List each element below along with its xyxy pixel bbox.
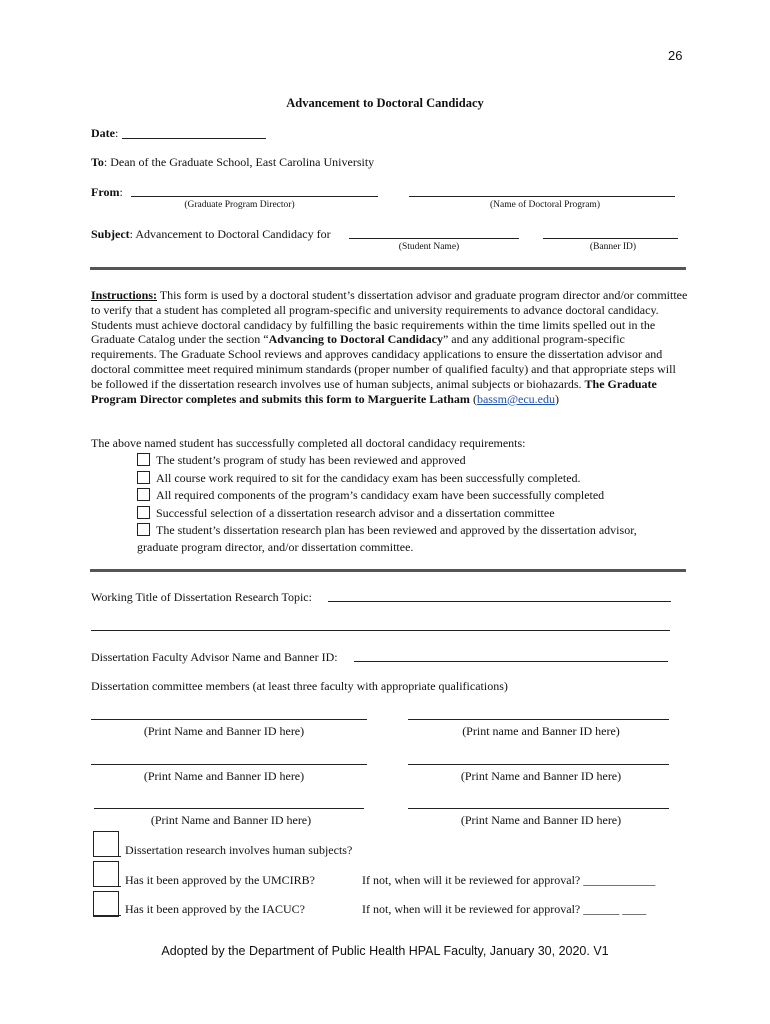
committee-caption-1: (Print Name and Banner ID here): [143, 724, 305, 738]
requirement-item: [137, 522, 637, 540]
umcirb-followup: If not, when will it be reviewed for approval? ____________: [362, 873, 656, 887]
footer-note: Adopted by the Department of Public Health HPAL Faculty, January 30, 2020. V1: [161, 944, 609, 958]
human-subjects-checkbox[interactable]: [93, 831, 119, 857]
working-title-field-2[interactable]: [91, 630, 670, 631]
email-open: (: [469, 391, 477, 406]
to-label: To: [91, 155, 104, 169]
committee-member-2-field[interactable]: [408, 719, 669, 720]
iacuc-checkbox[interactable]: [93, 891, 119, 917]
student-name-caption: (Student Name): [398, 242, 460, 252]
date-field[interactable]: [122, 138, 266, 139]
requirement-continuation: graduate program director, and/or dissertation committee.: [137, 540, 414, 554]
requirements-list: [137, 452, 637, 540]
requirements-intro: The above named student has successfully completed all doctoral candidacy requirements:: [91, 436, 526, 450]
student-name-field[interactable]: [349, 238, 519, 239]
umcirb-checkbox[interactable]: [93, 861, 119, 887]
requirement-item: [137, 470, 637, 488]
section-divider: [90, 267, 686, 270]
doctoral-program-caption: (Name of Doctoral Program): [489, 200, 600, 210]
requirement-label: Successful selection of a dissertation research advisor and a dissertation committee: [156, 505, 555, 520]
committee-member-3-field[interactable]: [91, 764, 367, 765]
requirement-label: The student’s dissertation research plan has been reviewed and approved by the dissertation advisor,: [156, 523, 637, 537]
committee-member-6-field[interactable]: [408, 808, 669, 809]
iacuc-question: Has it been approved by the IACUC?: [125, 902, 305, 916]
subject-label: Subject: [91, 227, 130, 241]
checkbox[interactable]: [137, 506, 150, 519]
umcirb-answer-line: [93, 886, 121, 887]
requirement-label: All course work required to sit for the candidacy exam has been successfully completed.: [156, 470, 581, 485]
instructions-emphasis: Advancing to Doctoral Candidacy: [268, 332, 443, 347]
requirement-item: [137, 452, 637, 470]
committee-caption-3: (Print Name and Banner ID here): [143, 769, 305, 783]
program-director-caption: (Graduate Program Director): [184, 200, 295, 210]
from-row: From:: [91, 185, 123, 199]
committee-member-4-field[interactable]: [408, 764, 669, 765]
umcirb-question: Has it been approved by the UMCIRB?: [125, 873, 315, 887]
instructions: [91, 288, 689, 406]
date-row: Date:: [91, 126, 119, 140]
program-director-field[interactable]: [131, 196, 378, 197]
section-divider-2: [90, 569, 686, 572]
checkbox[interactable]: [137, 488, 150, 501]
subject-value: : Advancement to Doctoral Candidacy for: [129, 227, 331, 241]
working-title-field[interactable]: [328, 601, 671, 602]
checkbox[interactable]: [137, 453, 150, 466]
committee-caption-5: (Print Name and Banner ID here): [150, 813, 312, 827]
to-value: : Dean of the Graduate School, East Carolina University: [103, 155, 375, 169]
instructions-text: This form is used by a doctoral student’s dissertation advisor and graduate program director and/or committee to verify that a student has completed all program-specific and university requirements to advance doctoral candidacy. Students must achieve doctoral candidacy by fulfilling the basic requirements within the time limits spelled out in the Graduate Catalog under the section “: [91, 288, 688, 347]
banner-id-caption: (Banner ID): [589, 242, 637, 252]
instructions-submit: The Graduate Program Director completes and submits this form to Marguerite Latham: [91, 376, 657, 406]
date-label: Date: [91, 126, 115, 140]
committee-caption-4: (Print Name and Banner ID here): [460, 769, 622, 783]
requirement-item: [137, 505, 637, 523]
human-subjects-question: Dissertation research involves human subjects?: [125, 843, 353, 857]
advisor-field[interactable]: [354, 661, 668, 662]
committee-caption-2: (Print name and Banner ID here): [462, 724, 620, 738]
checkbox[interactable]: [137, 523, 150, 536]
committee-label: Dissertation committee members (at least three faculty with appropriate qualifications): [91, 679, 508, 693]
instructions-heading: Instructions:: [91, 288, 158, 302]
checkbox[interactable]: [137, 471, 150, 484]
form-title: Advancement to Doctoral Candidacy: [286, 96, 484, 110]
banner-id-field[interactable]: [543, 238, 678, 239]
doctoral-program-field[interactable]: [409, 196, 675, 197]
working-title-label: Working Title of Dissertation Research Topic:: [91, 590, 312, 604]
page-number: 26: [668, 48, 683, 63]
requirement-label: All required components of the program’s candidacy exam have been successfully completed: [156, 488, 605, 502]
requirement-label: The student’s program of study has been reviewed and approved: [156, 453, 466, 467]
advisor-label: Dissertation Faculty Advisor Name and Banner ID:: [91, 650, 338, 664]
to-row: [91, 155, 374, 170]
instructions-text-2: ” and any additional program-specific requirements. The Graduate School reviews and approves candidacy applications to ensure the dissertation advisor and doctoral committee meet required minimum standards (proper number of qualified faculty) and that appropriate steps will be followed if the dissertation research involves use of human subjects, animal subjects or biohazards.: [91, 332, 676, 391]
iacuc-answer-line: [93, 915, 121, 916]
email-link[interactable]: bassm@ecu.edu: [476, 391, 555, 406]
email-close: ): [554, 391, 559, 406]
human-subjects-answer-line: [93, 856, 121, 857]
committee-member-5-field[interactable]: [94, 808, 364, 809]
committee-member-1-field[interactable]: [91, 719, 367, 720]
subject-row: [91, 227, 331, 242]
requirement-item: [137, 487, 637, 505]
from-label: From: [91, 185, 120, 199]
iacuc-followup: If not, when will it be reviewed for approval? ______ ____: [362, 902, 647, 916]
committee-caption-6: (Print Name and Banner ID here): [460, 813, 622, 827]
